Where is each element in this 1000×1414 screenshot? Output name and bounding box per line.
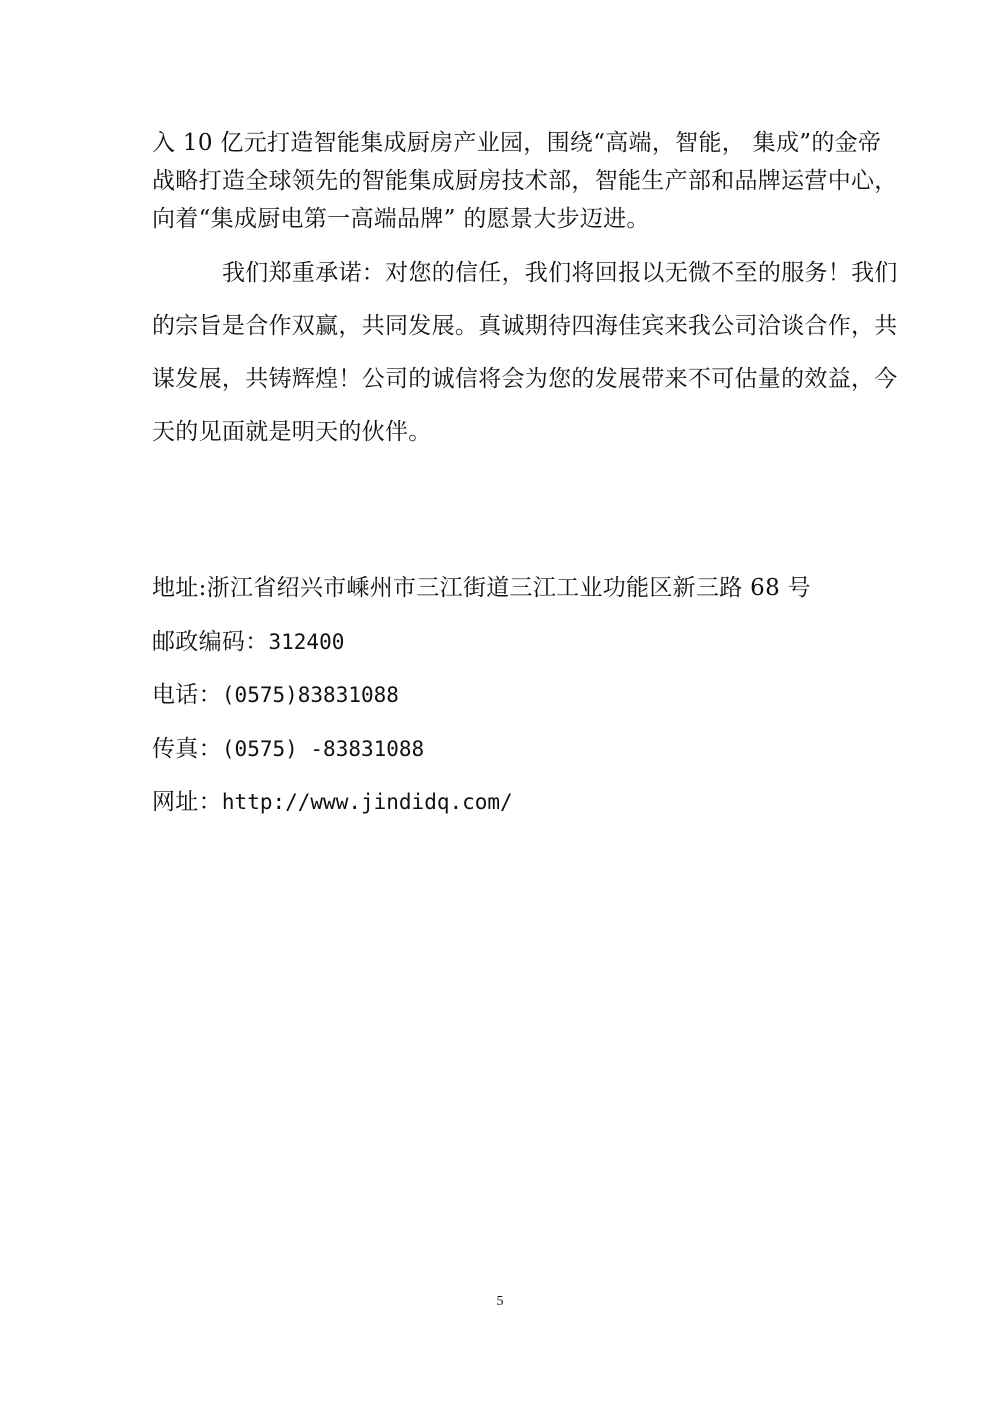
phone-label: 电话： [152,682,222,708]
paragraph-line: 天的见面就是明天的伙伴。 [152,419,432,445]
paragraph-company-strategy [152,124,912,238]
website-link[interactable]: http://www.jindidq.com/ [221,790,513,814]
fax-label: 传真： [152,735,222,762]
paragraph-line: 的宗旨是合作双赢，共同发展。真诚期待四海佳宾来我公司洽谈合作，共 [152,313,898,339]
paragraph-line: 入 10 亿元打造智能集成厨房产业园，围绕“高端，智能， 集成”的金帝 [152,130,882,156]
postcode-line [152,623,912,677]
paragraph-line: 谋发展，共铸辉煌！公司的诚信将会为您的发展带来不可估量的效益，今 [152,366,898,392]
page-number: 5 [496,1294,504,1309]
paragraph-commitment [152,254,912,466]
fax-value: (0575) -83831088 [221,736,425,761]
website-label: 网址： [152,789,222,815]
phone-value: (0575)83831088 [221,683,399,707]
website-line [152,783,912,837]
address-line: 地址:浙江省绍兴市嵊州市三江街道三江工业功能区新三路 68 号 [152,575,811,601]
paragraph-line: 我们郑重承诺：对您的信任，我们将回报以无微不至的服务！我们 [222,260,898,286]
postcode-label: 邮政编码： [152,628,269,655]
postcode-value: 312400 [268,629,345,654]
paragraph-line: 战略打造全球领先的智能集成厨房技术部，智能生产部和品牌运营中心， [152,168,898,194]
phone-line [152,676,912,730]
fax-line [152,730,912,784]
paragraph-line: 向着“集成厨电第一高端品牌” 的愿景大步迈进。 [152,206,650,232]
contact-info [152,569,912,837]
